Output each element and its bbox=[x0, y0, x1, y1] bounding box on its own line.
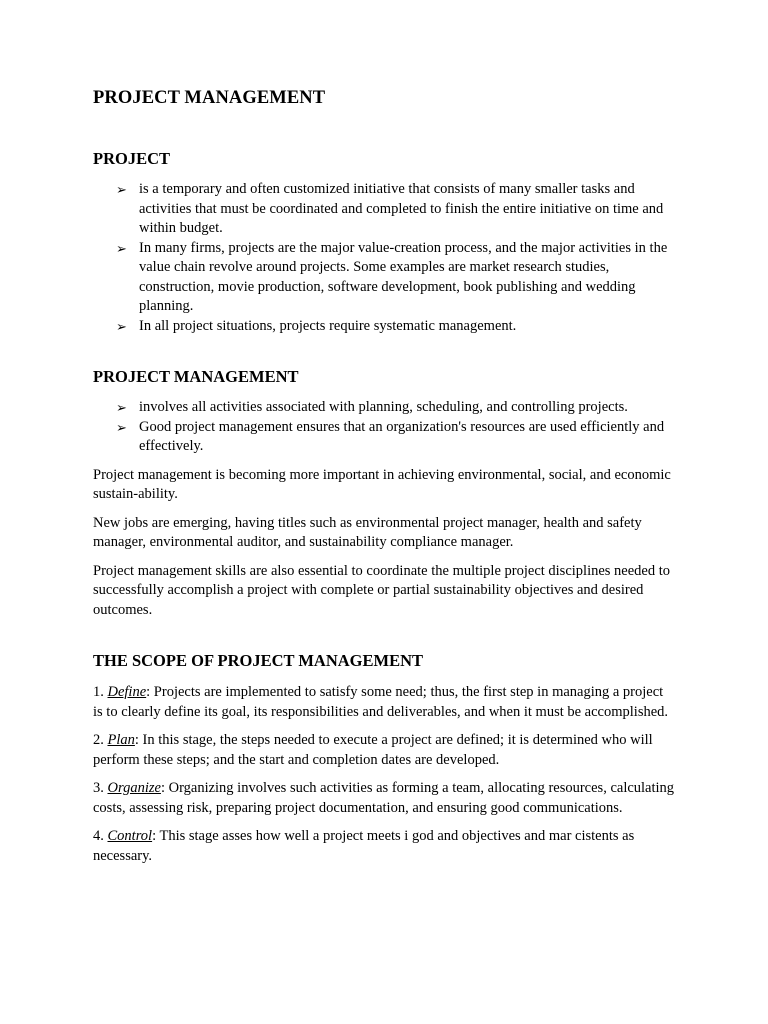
list-item: ➢ In many firms, projects are the major value-creation process, and the major activities in the value chain revolve around projects. Some examples are market research studies, construction, movie production, software development, book publishing and wedding planning. bbox=[116, 239, 668, 314]
paragraph: Project management skills are also essential to coordinate the multiple project disciplines needed to successfully accomplish a project with complete or partial sustainability objectives and desired outcomes. bbox=[93, 562, 671, 618]
section-heading-project: PROJECT bbox=[93, 149, 171, 168]
list-item: ➢ Good project management ensures that an organization's resources are used efficiently and effectively. bbox=[116, 418, 665, 454]
section-heading-project-management: PROJECT MANAGEMENT bbox=[93, 367, 299, 386]
pm-bullet-list bbox=[93, 398, 675, 457]
paragraph: Project management is becoming more important in achieving environmental, social, and economic sustain-ability. bbox=[93, 466, 671, 502]
arrow-bullet-icon: ➢ bbox=[116, 400, 127, 415]
arrow-bullet-icon: ➢ bbox=[116, 240, 127, 256]
project-bullet-list bbox=[93, 180, 675, 336]
paragraph: New jobs are emerging, having titles such as environmental project manager, health and safety manager, environmental auditor, and sustainability compliance manager. bbox=[93, 514, 642, 550]
scope-item-define: 1. Define: Projects are implemented to satisfy some need; thus, the first step in managing a project is to clearly define its goal, its responsibilities and deliverables, and when it must be accomplished. bbox=[93, 684, 669, 720]
list-item: ➢ In all project situations, projects require systematic management. bbox=[139, 317, 675, 337]
scope-item-control: 4. Control: This stage asses how well a project meets i god and objectives and mar cistents as necessary. bbox=[93, 828, 635, 864]
scope-item-plan: 2. Plan: In this stage, the steps needed to execute a project are defined; it is determined who will perform these steps; and the start and completion dates are developed. bbox=[93, 732, 653, 768]
document-title: PROJECT MANAGEMENT bbox=[93, 88, 326, 108]
arrow-bullet-icon: ➢ bbox=[116, 318, 127, 334]
list-item: ➢ involves all activities associated with planning, scheduling, and controlling projects. bbox=[139, 398, 675, 418]
arrow-bullet-icon: ➢ bbox=[116, 182, 127, 197]
scope-item-organize: 3. Organize: Organizing involves such activities as forming a team, allocating resources, calculating costs, assessing risk, preparing project documentation, and ensuring good communications. bbox=[93, 780, 675, 816]
section-heading-scope: THE SCOPE OF PROJECT MANAGEMENT bbox=[93, 651, 424, 670]
arrow-bullet-icon: ➢ bbox=[116, 419, 127, 435]
list-item: ➢ is a temporary and often customized initiative that consists of many smaller tasks and activities that must be coordinated and completed to finish the entire initiative on time and within budget. bbox=[116, 181, 664, 236]
